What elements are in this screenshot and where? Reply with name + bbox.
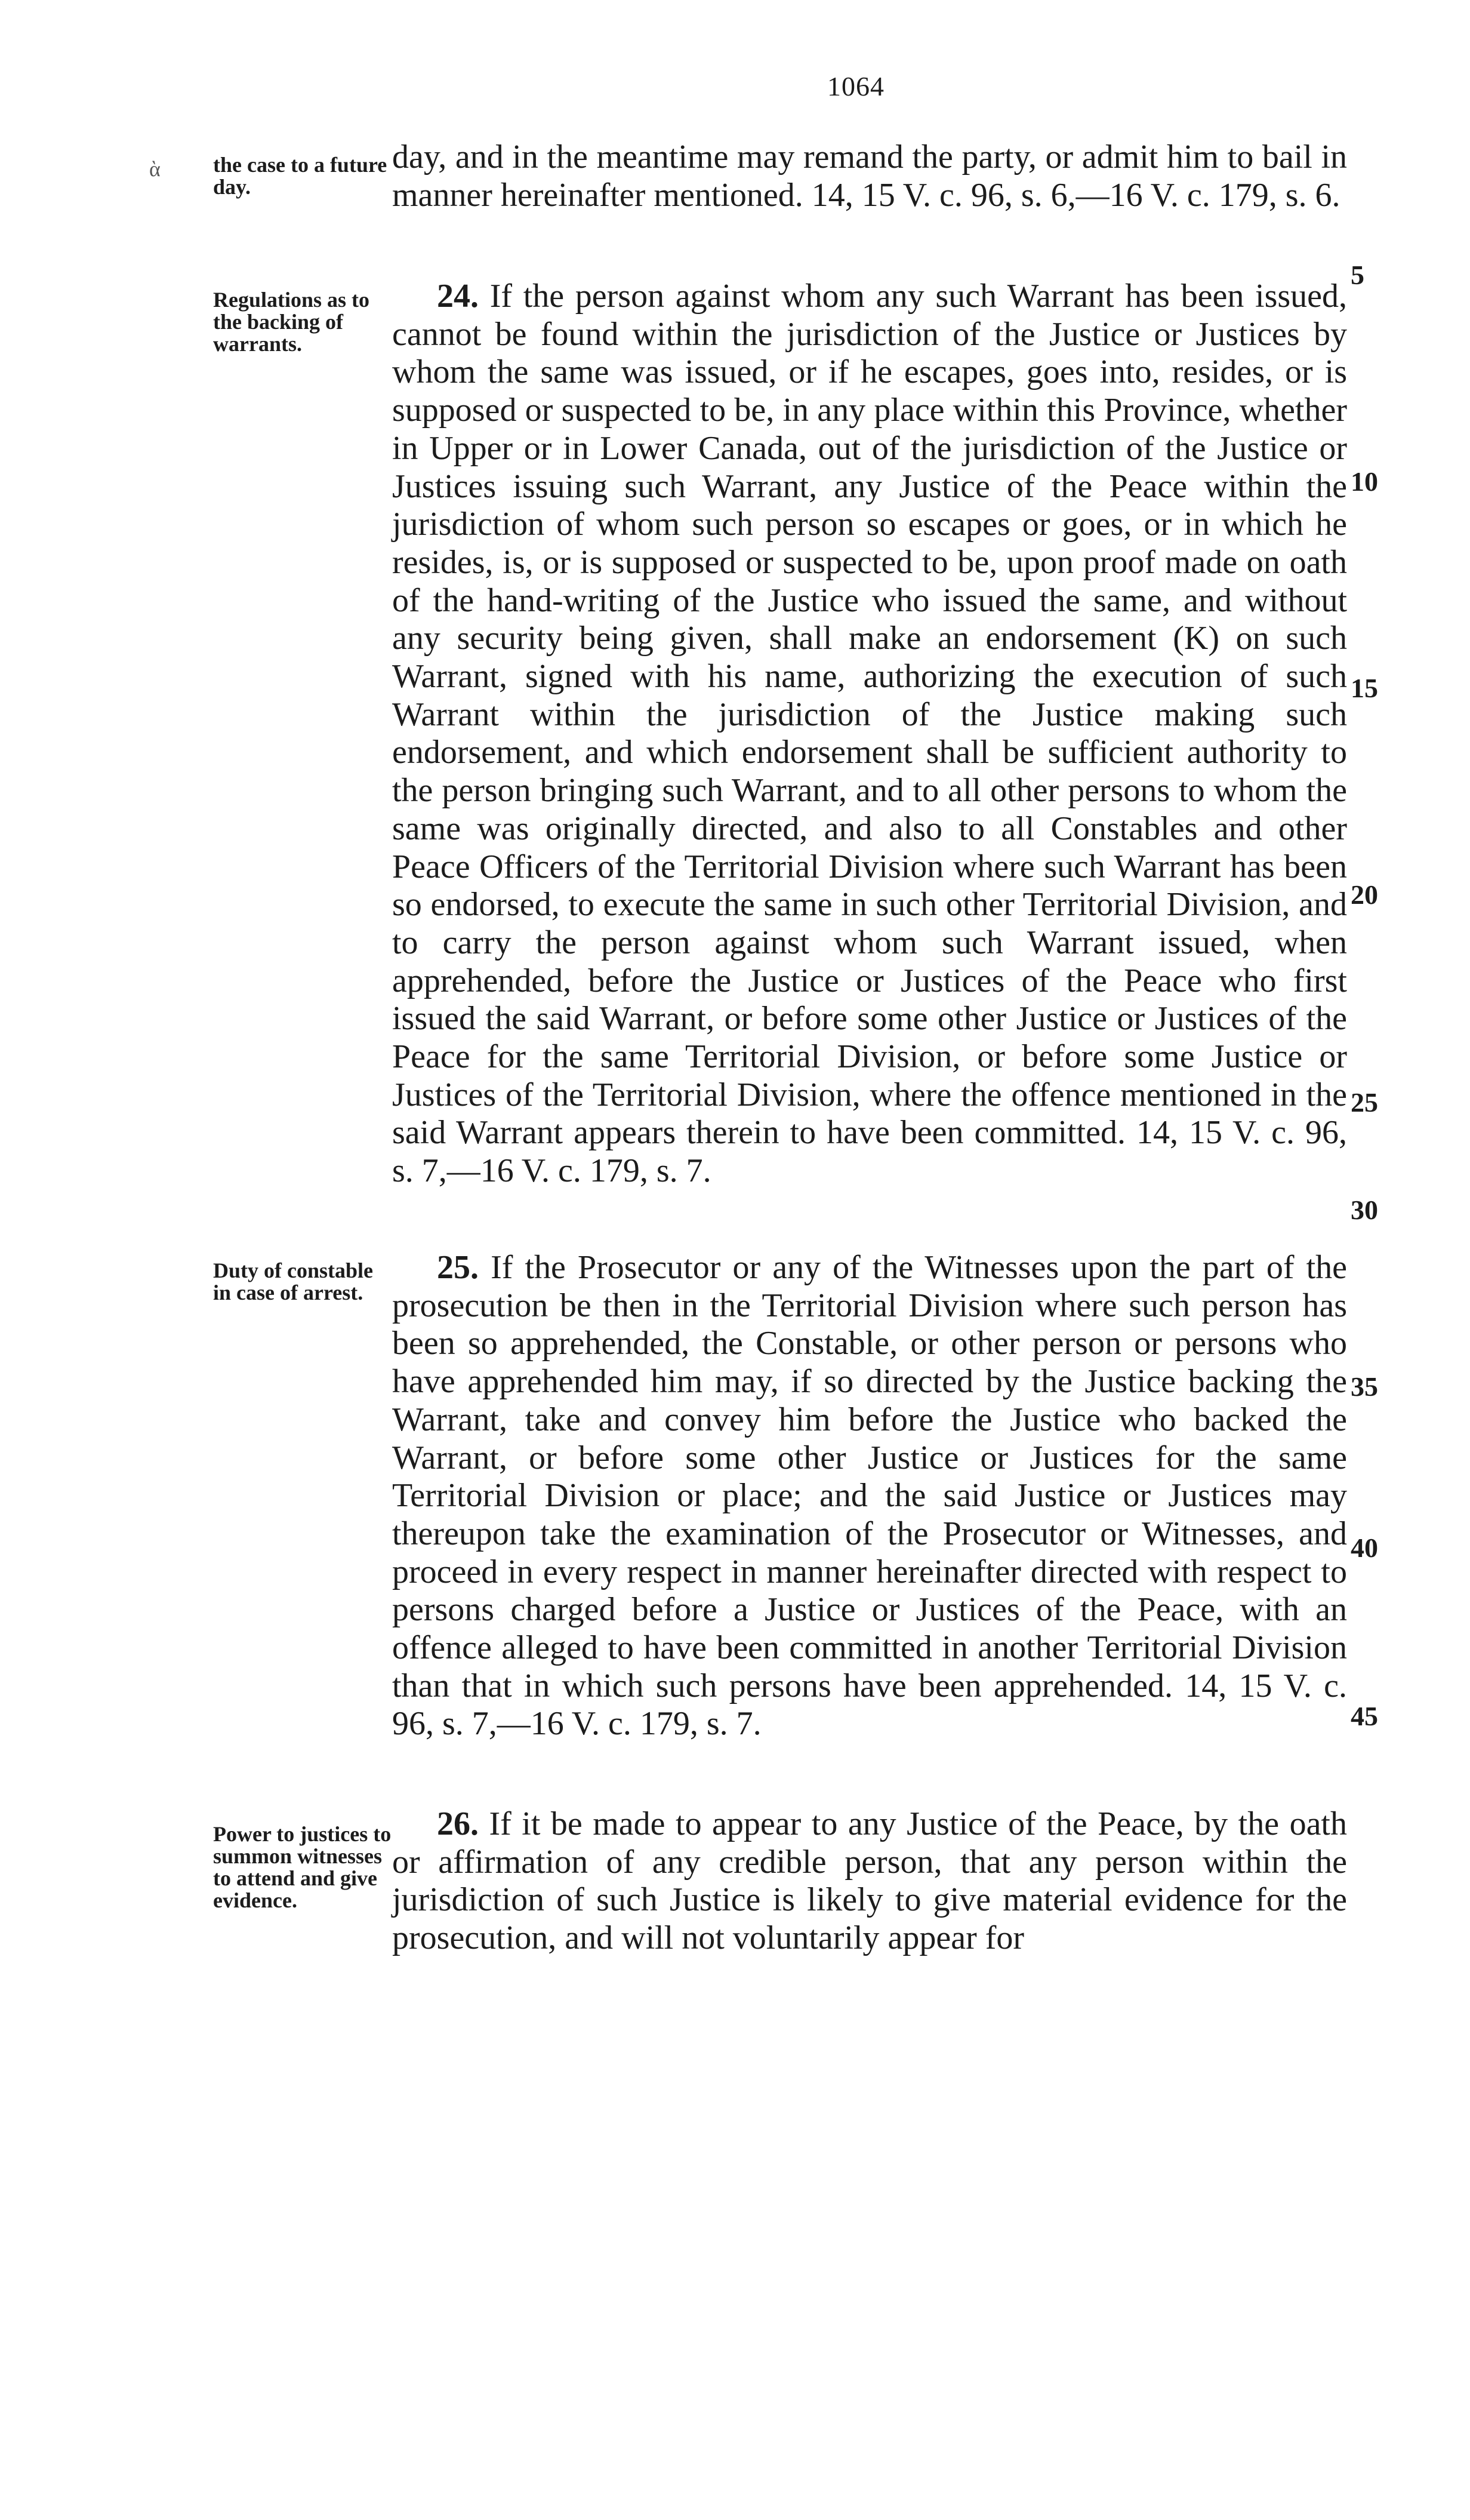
line-number: 20 [1351, 879, 1378, 910]
line-number: 45 [1351, 1701, 1378, 1731]
line-number: 15 [1351, 673, 1378, 703]
section-body: If the person against whom any such Warrant has been issued, cannot be found within the jurisdiction of the Justice or Justices by whom the same was issued, or if he escapes, goes into, resides, or is supposed or suspected to be, in any place within this Province, whether in Upper or in Lower Canada, out of the jurisdiction of the Justice or Justices issuing such Warrant, any Justice of the Peace within the jurisdiction of whom such person so escapes or goes, or in which he resides, is, or is supposed or suspected to be, upon proof made on oath of the hand-writing of the Justice who issued the same, and without any security being given, shall make an endorsement (K) on such Warrant, signed with his name, authorizing the execution of such Warrant within the jurisdiction of the Justice making such endorsement, and which endorsement shall be sufficient authority to the person bringing such Warrant, and to all other persons to whom the same was originally directed, and also to all Constables and other Peace Officers of the Territorial Division where such Warrant has been so endorsed, to execute the same in such other Territorial Division, and to carry the person against whom such Warrant issued, when apprehended, before the Justice or Justices of the Peace who first issued the said Warrant, or before some other Justice or Justices of the Peace for the same Territorial Division, or before some Justice or Justices of the Territorial Division, where the offence mentioned in the said Warrant appears therein to have been committed. 14, 15 V. c. 96, s. 7,—16 V. c. 179, s. 7. [392, 278, 1348, 1190]
section-body: day, and in the meantime may remand the party, or admit him to bail in manner hereinafter mentioned. 14, 15 V. c. 96, s. 6,—16 V. c. 179, s. 6. [392, 139, 1347, 214]
margin-note-summon-witnesses: Power to justices to summon witnesses to attend and give evidence. [213, 1822, 392, 1912]
section-25 [392, 1249, 1347, 1743]
line-number: 30 [1351, 1195, 1378, 1225]
line-number: 35 [1351, 1371, 1378, 1402]
section-text [392, 139, 1347, 214]
stray-mark: ὰ [149, 157, 161, 181]
section-body: If it be made to appear to any Justice of the Peace, by the oath or affirmation of any credible person, that any person within the jurisdiction of such Justice is likely to give material evidence for the prosecution, and will not voluntarily appear for [392, 1805, 1347, 1957]
section-text [392, 1249, 1347, 1743]
line-number: 40 [1351, 1533, 1378, 1563]
margin-note-duty-constable: Duty of constable in case of arrest. [213, 1259, 373, 1304]
line-number: 10 [1351, 466, 1378, 497]
page-number: 1064 [827, 71, 885, 101]
section-text [392, 278, 1347, 1190]
section-body: If the Prosecutor or any of the Witnesses upon the part of the prosecution be then in the Territorial Division where such person has been so apprehended, the Constable, or other person or persons who have apprehended him may, if so directed by the Justice backing the Warrant, take and convey him before the Justice who backed the Warrant, or before some other Justice or Justices for the same Territorial Division or place; and the said Justice or Justices may thereupon take the examination of the Prosecutor or Witnesses, and proceed in every respect in manner hereinafter directed with respect to persons charged before a Justice or Justices of the Peace, with an offence alleged to have been committed in another Territorial Division than that in which such persons have been apprehended. 14, 15 V. c. 96, s. 7,—16 V. c. 179, s. 7. [392, 1249, 1348, 1743]
section-number: 26. [437, 1805, 479, 1842]
line-number: 5 [1351, 260, 1364, 290]
section-24 [392, 278, 1347, 1190]
section-text [392, 1805, 1347, 1958]
margin-note-backing-warrants: Regulations as to the backing of warrants. [213, 288, 370, 356]
line-number: 25 [1351, 1087, 1378, 1118]
section-number: 25. [437, 1249, 479, 1286]
margin-note-future-day: the case to a future day. [213, 153, 387, 199]
section-26 [392, 1805, 1347, 1958]
section-number: 24. [437, 278, 479, 315]
section-continuation [392, 139, 1347, 214]
